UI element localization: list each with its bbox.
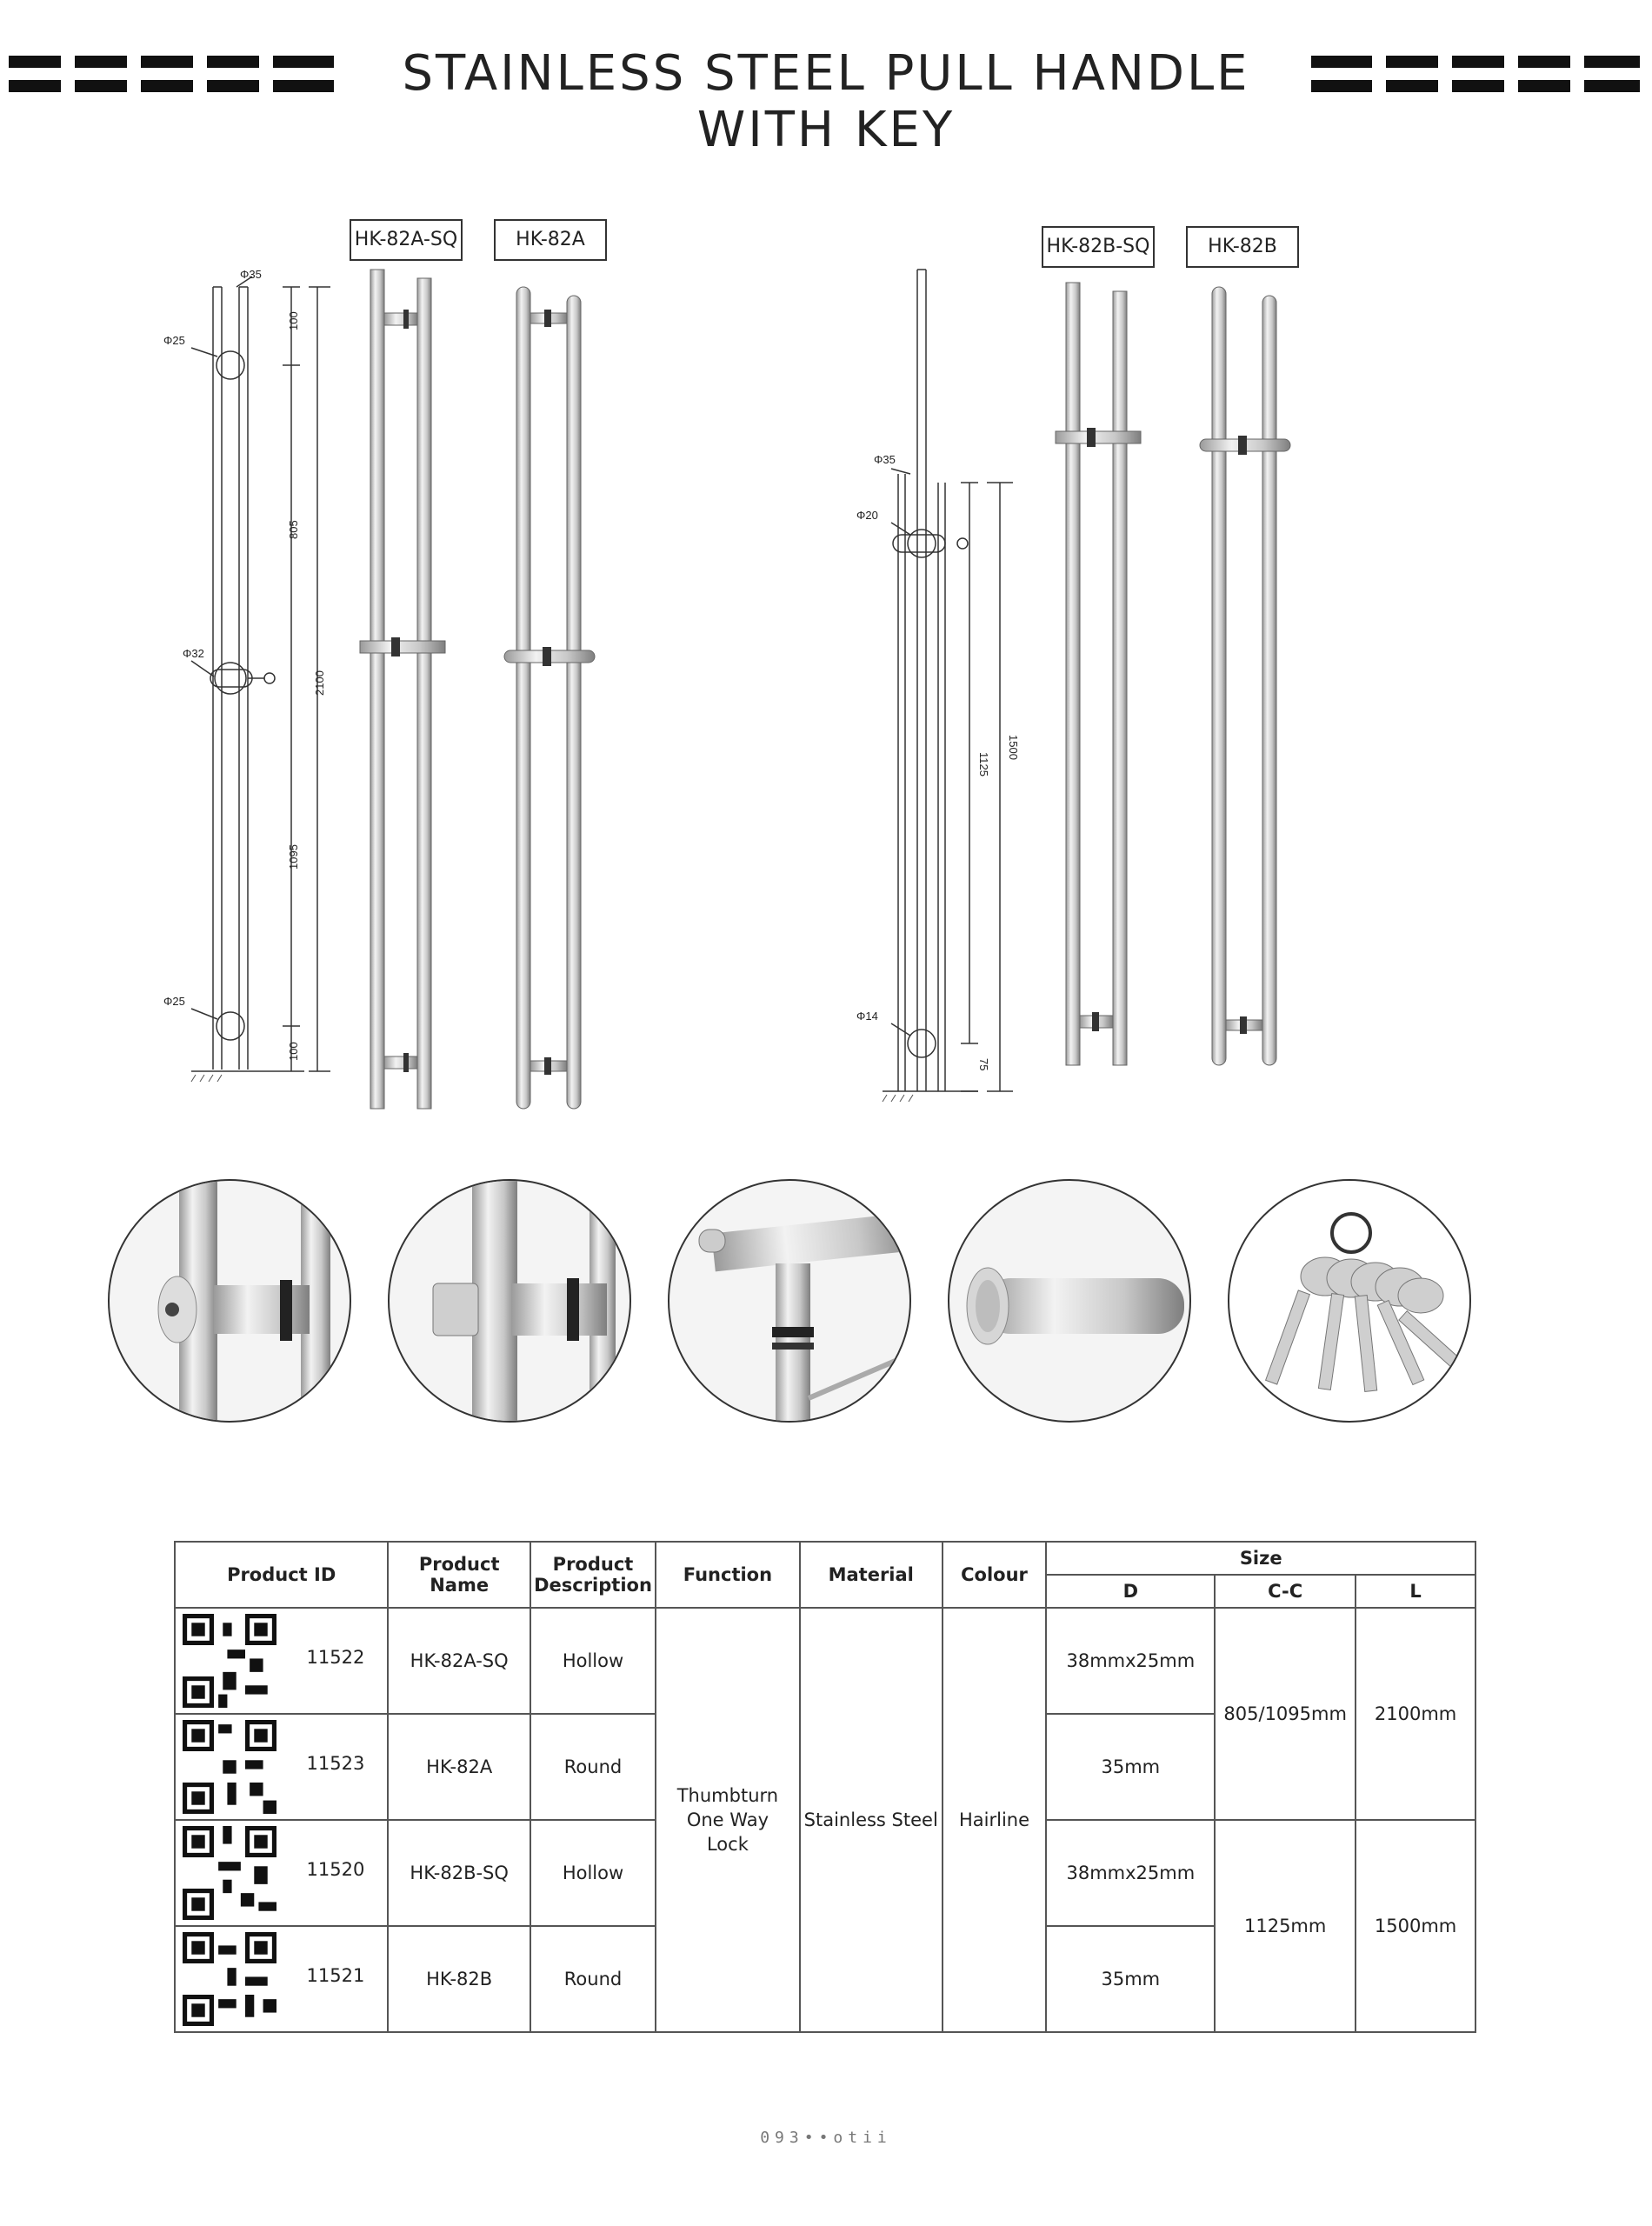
- material-cell: Stainless Steel: [800, 1608, 943, 2032]
- product-description: Hollow: [530, 1820, 656, 1926]
- product-render-hk82a-sq: [356, 265, 452, 1117]
- product-description: Round: [530, 1926, 656, 2032]
- size-d: 35mm: [1046, 1714, 1215, 1820]
- dimension-drawing-a: [157, 261, 356, 1096]
- product-name: HK-82B-SQ: [388, 1820, 530, 1926]
- header-size-d: D: [1046, 1575, 1215, 1608]
- dim-a-phi35: Φ35: [240, 268, 262, 281]
- model-label-hk82b: HK-82B: [1186, 226, 1299, 268]
- dim-a-1095: 1095: [287, 844, 300, 870]
- header-function: Function: [656, 1542, 800, 1608]
- product-id: 11523: [306, 1753, 365, 1774]
- header-product-id: Product ID: [175, 1542, 388, 1608]
- dim-b-phi35: Φ35: [874, 453, 896, 466]
- product-id: 11522: [306, 1647, 365, 1668]
- dimension-drawing-b: [856, 265, 1048, 1117]
- detail-circle-keys: [1228, 1179, 1471, 1423]
- qr-code-icon: [183, 1614, 276, 1708]
- qr-code-icon: [183, 1720, 276, 1814]
- product-render-hk82a: [503, 278, 598, 1113]
- page-number: 093••otii: [760, 2129, 892, 2147]
- size-l-b: 1500mm: [1356, 1820, 1475, 2032]
- dim-b-75: 75: [977, 1058, 990, 1071]
- model-label-hk82a-sq: HK-82A-SQ: [350, 219, 463, 261]
- detail-circle-key-lock: [108, 1179, 351, 1423]
- detail-circle-thumbturn: [388, 1179, 631, 1423]
- table-row: [175, 1608, 1475, 1714]
- dim-a-phi32: Φ32: [183, 647, 204, 660]
- size-cc-a: 805/1095mm: [1215, 1608, 1356, 1820]
- product-name: HK-82A-SQ: [388, 1608, 530, 1714]
- dim-a-100-top: 100: [287, 311, 300, 330]
- product-render-hk82b: [1198, 283, 1294, 1083]
- function-text: Thumbturn One Way Lock: [676, 1785, 779, 1855]
- header-colour: Colour: [943, 1542, 1047, 1608]
- header-material: Material: [800, 1542, 943, 1608]
- header-bars-right: [1311, 56, 1652, 94]
- function-cell: [656, 1608, 800, 2032]
- dim-b-1125: 1125: [977, 752, 990, 776]
- dim-a-805: 805: [287, 520, 300, 539]
- size-cc-b: 1125mm: [1215, 1820, 1356, 2032]
- size-d: 38mmx25mm: [1046, 1820, 1215, 1926]
- header-product-description: Product Description: [530, 1542, 656, 1608]
- colour-cell: Hairline: [943, 1608, 1047, 2032]
- qr-code-icon: [183, 1826, 276, 1920]
- dim-a-100-bottom: 100: [287, 1042, 300, 1061]
- header-size-l: L: [1356, 1575, 1475, 1608]
- product-description: Hollow: [530, 1608, 656, 1714]
- header-size-cc: C-C: [1215, 1575, 1356, 1608]
- header-bars-left: [0, 56, 348, 94]
- dim-b-phi20: Φ20: [856, 509, 878, 522]
- product-name: HK-82B: [388, 1926, 530, 2032]
- dim-a-phi25-top: Φ25: [163, 334, 185, 347]
- model-label-hk82b-sq: HK-82B-SQ: [1042, 226, 1155, 268]
- product-id: 11520: [306, 1859, 365, 1880]
- spec-table: [174, 1541, 1476, 2033]
- model-label-hk82a: HK-82A: [494, 219, 607, 261]
- product-render-hk82b-sq: [1052, 278, 1148, 1078]
- detail-circle-post: [948, 1179, 1191, 1423]
- page-title: STAINLESS STEEL PULL HANDLE WITH KEY: [402, 45, 1250, 158]
- dim-a-phi25-bottom: Φ25: [163, 995, 185, 1008]
- dim-b-phi14: Φ14: [856, 1010, 878, 1023]
- size-l-a: 2100mm: [1356, 1608, 1475, 1820]
- detail-circle-end-cap: [668, 1179, 911, 1423]
- size-d: 38mmx25mm: [1046, 1608, 1215, 1714]
- product-id: 11521: [306, 1965, 365, 1986]
- product-name: HK-82A: [388, 1714, 530, 1820]
- dim-a-2100: 2100: [313, 670, 326, 696]
- product-description: Round: [530, 1714, 656, 1820]
- header-size: Size: [1046, 1542, 1475, 1575]
- dim-b-1500: 1500: [1007, 735, 1020, 760]
- qr-code-icon: [183, 1932, 276, 2026]
- header-product-name: Product Name: [388, 1542, 530, 1608]
- size-d: 35mm: [1046, 1926, 1215, 2032]
